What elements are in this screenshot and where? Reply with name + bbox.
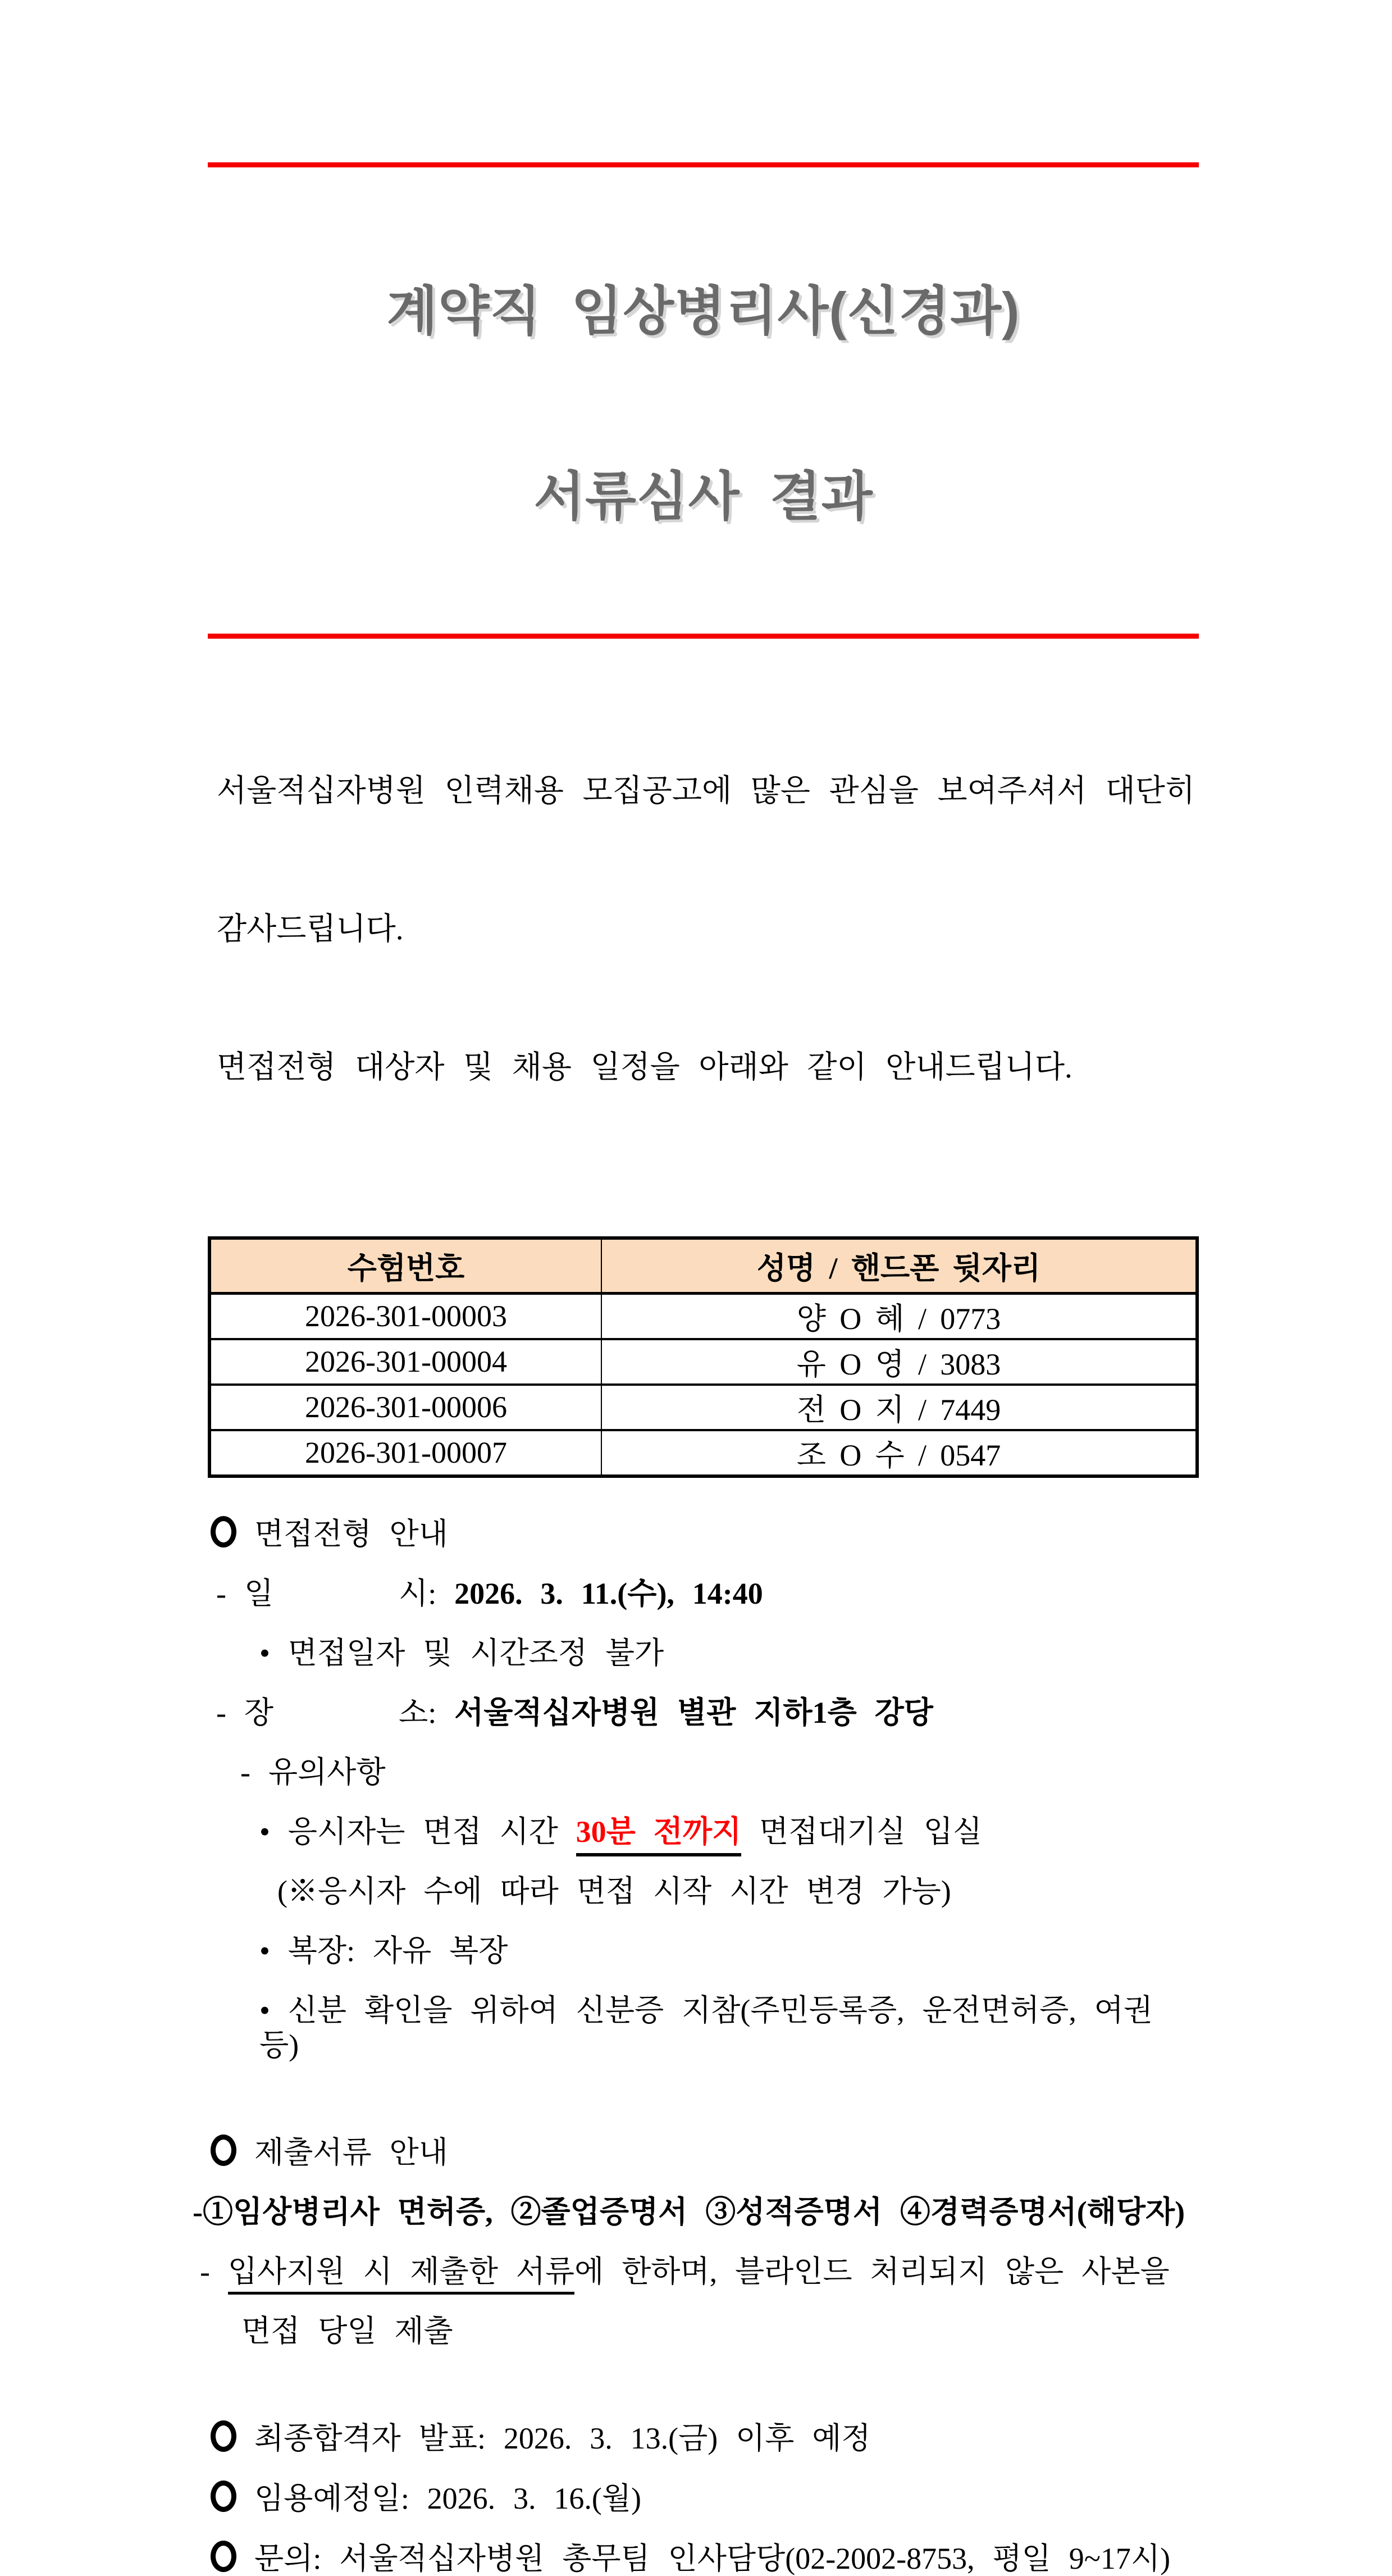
table-row (209, 1430, 1197, 1476)
red-rule-bottom (208, 634, 1199, 639)
interview-dress-code-line: • 복장: 자유 복장 (259, 1933, 508, 1968)
circle-bullet-icon (211, 1516, 236, 1548)
interview-schedule-note: • 면접일자 및 시간조정 불가 (259, 1636, 664, 1670)
entry-suffix: 면접대기실 입실 (741, 1814, 983, 1849)
table-row (209, 1385, 1197, 1430)
document-page (0, 162, 1392, 2575)
interview-entry-note: (※응시자 수에 따라 면접 시작 시간 변경 가능) (277, 1874, 951, 1908)
name-phone-cell: 유 O 영 / 3083 (601, 1339, 1197, 1385)
interview-date-line (208, 1576, 1199, 1611)
documents-condition-line2: 면접 당일 제출 (241, 2314, 453, 2348)
intro-paragraph (208, 676, 1199, 1182)
final-result-line (208, 2420, 1199, 2456)
interview-place-line (208, 1695, 1199, 1730)
date-value: 2026. 3. 11.(수), 14:40 (454, 1576, 763, 1610)
contact-text: 문의: 서울적십자병원 총무팀 인사담당(02-2002-8753, 평일 9~17시) (254, 2541, 1171, 2575)
documents-required-list: -①임상병리사 면허증, ②졸업증명서 ③성적증명서 ④경력증명서(해당자) (193, 2195, 1185, 2229)
page-title-line1: 계약직 임상병리사(신경과) (386, 281, 1020, 340)
place-label: - 장 소: (216, 1695, 455, 1730)
table-header-row (209, 1238, 1197, 1293)
interview-section-heading (208, 1516, 1199, 1551)
intro-line2: 감사드립니다. (217, 912, 404, 946)
condition-underlined: 입사지원 시 제출한 서류 (228, 2255, 574, 2295)
col-header-name-phone: 성명 / 핸드폰 뒷자리 (601, 1238, 1197, 1293)
exam-number-cell: 2026-301-00007 (209, 1430, 601, 1476)
exam-number-cell: 2026-301-00004 (209, 1339, 601, 1385)
documents-heading-label: 제출서류 안내 (254, 2135, 448, 2169)
col-header-exam-number: 수험번호 (209, 1238, 601, 1293)
appointment-text: 임용예정일: 2026. 3. 16.(월) (254, 2481, 642, 2515)
documents-condition-line (200, 2254, 1199, 2289)
condition-prefix: - (200, 2254, 228, 2288)
table-row (209, 1339, 1197, 1385)
documents-section-heading (208, 2134, 1199, 2170)
page-title-line2: 서류심사 결과 (533, 467, 873, 526)
interview-precautions-label: - 유의사항 (240, 1755, 386, 1789)
final-result-text: 최종합격자 발표: 2026. 3. 13.(금) 이후 예정 (254, 2421, 871, 2455)
interview-entry-line (208, 1814, 1199, 1849)
exam-number-cell: 2026-301-00006 (209, 1385, 601, 1430)
exam-number-cell: 2026-301-00003 (209, 1293, 601, 1339)
contact-line (208, 2541, 1199, 2576)
place-value: 서울적십자병원 별관 지하1층 강당 (454, 1695, 933, 1730)
applicants-table (208, 1236, 1199, 1478)
entry-deadline-highlight: 30분 전까지 (576, 1815, 742, 1856)
name-phone-cell: 양 O 혜 / 0773 (601, 1293, 1197, 1339)
date-label: - 일 시: (216, 1576, 455, 1610)
circle-bullet-icon (211, 2420, 236, 2452)
intro-line1: 서울적십자병원 인력채용 모집공고에 많은 관심을 보여주셔서 대단히 (217, 773, 1195, 808)
name-phone-cell: 조 O 수 / 0547 (601, 1430, 1197, 1476)
name-phone-cell: 전 O 지 / 7449 (601, 1385, 1197, 1430)
interview-id-check-line: • 신분 확인을 위하여 신분증 지참(주민등록증, 운전면허증, 여권 등) (259, 1993, 1171, 2062)
circle-bullet-icon (211, 2481, 236, 2512)
red-rule-top (208, 162, 1199, 167)
entry-prefix: • 응시자는 면접 시간 (259, 1814, 576, 1849)
condition-suffix: 에 한하며, 블라인드 처리되지 않은 사본을 (574, 2254, 1170, 2288)
interview-heading-label: 면접전형 안내 (254, 1517, 448, 1551)
circle-bullet-icon (211, 2134, 236, 2166)
circle-bullet-icon (211, 2541, 236, 2572)
intro-line3: 면접전형 대상자 및 채용 일정을 아래와 같이 안내드립니다. (217, 1050, 1072, 1084)
document-title (208, 167, 1199, 631)
table-row (209, 1293, 1197, 1339)
appointment-date-line (208, 2481, 1199, 2516)
